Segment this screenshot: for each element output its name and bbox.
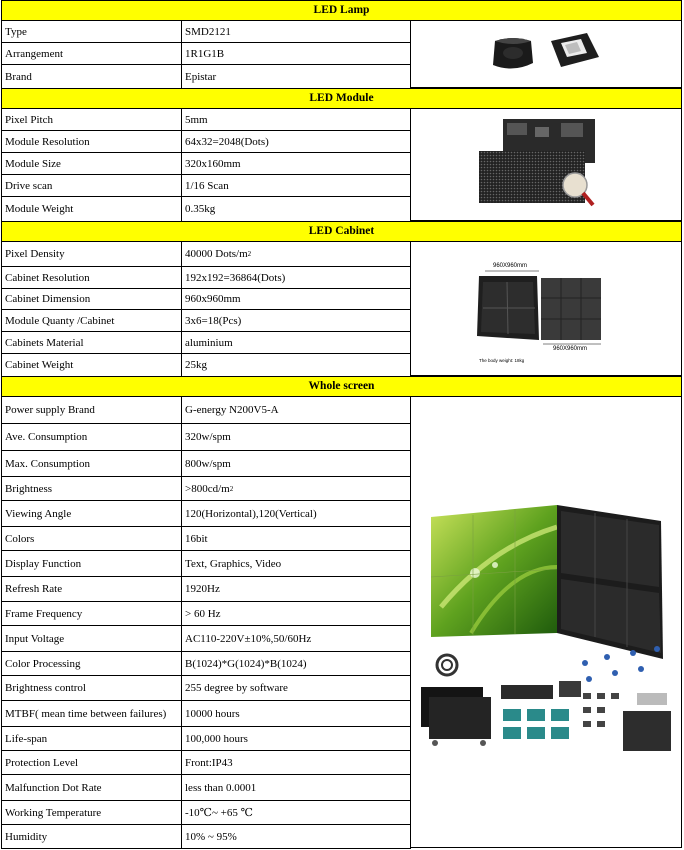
spec-value-working-temperature: [181, 800, 411, 825]
spec-value-text: B(1024)*G(1024)*B(1024): [185, 657, 307, 670]
cabinet-top-dimension: 960X960mm: [493, 263, 528, 269]
spec-value-brightness-control: [181, 675, 411, 701]
spec-label-module-weight: Module Weight: [1, 196, 182, 222]
spec-label-brand: Brand: [1, 64, 182, 89]
spec-value-brand: [181, 64, 411, 89]
spec-label-mtbf-mean-time-between-failures: MTBF( mean time between failures): [1, 700, 182, 727]
spec-value-life-span: [181, 726, 411, 751]
spec-value-arrangement: [181, 42, 411, 65]
spec-value-cabinet-weight: [181, 353, 411, 377]
spec-value-text: 800w/spm: [185, 457, 231, 470]
spec-value-text: -10℃~ +65 ℃: [185, 807, 253, 819]
spec-label-frame-frequency: Frame Frequency: [1, 601, 182, 626]
spec-label-cabinet-weight: Cabinet Weight: [1, 353, 182, 377]
spec-label-brightness: Brightness: [1, 476, 182, 501]
spec-label-arrangement: Arrangement: [1, 42, 182, 65]
cabinet-bottom-dimension: 960X960mm: [553, 346, 588, 352]
cabinet-weight-note: The body weight: 18kg: [479, 358, 525, 363]
spec-value-pixel-pitch: [181, 108, 411, 131]
section-title-led-cabinet: LED Cabinet: [1, 221, 682, 242]
spec-value-pixel-density: 40000 Dots/m 2: [181, 241, 411, 267]
spec-value-module-quanty-cabinet: [181, 309, 411, 332]
led-module-image: [410, 108, 682, 221]
spec-label-power-supply-brand: Power supply Brand: [1, 396, 182, 424]
spec-label-ave-consumption: Ave. Consumption: [1, 423, 182, 451]
spec-value-module-weight: [181, 196, 411, 222]
spec-value-ave-consumption: [181, 423, 411, 451]
spec-value-text: 100,000 hours: [185, 732, 248, 745]
spec-label-refresh-rate: Refresh Rate: [1, 576, 182, 602]
spec-value-text: 1R1G1B: [185, 47, 225, 60]
spec-label-cabinet-resolution: Cabinet Resolution: [1, 266, 182, 289]
section-title-led-lamp: LED Lamp: [1, 0, 682, 21]
spec-value-power-supply-brand: [181, 396, 411, 424]
spec-value-text: Text, Graphics, Video: [185, 557, 282, 570]
spec-label-module-size: Module Size: [1, 152, 182, 175]
spec-value-text: 320w/spm: [185, 431, 231, 443]
section-title-led-module: LED Module: [1, 88, 682, 109]
spec-value-text: G-energy N200V5-A: [185, 404, 279, 416]
spec-label-type: Type: [1, 20, 182, 43]
spec-value-text: 1/16 Scan: [185, 179, 229, 192]
spec-label-pixel-density: Pixel Density: [1, 241, 182, 267]
spec-value-text: 5mm: [185, 113, 208, 126]
spec-value-text: 3x6=18(Pcs): [185, 314, 242, 327]
spec-value-drive-scan: [181, 174, 411, 197]
led-lamp-image: [410, 20, 682, 88]
spec-value-text: 1920Hz: [185, 583, 220, 595]
spec-value-refresh-rate: [181, 576, 411, 602]
spec-label-brightness-control: Brightness control: [1, 675, 182, 701]
spec-value-colors: [181, 526, 411, 551]
spec-value-max-consumption: [181, 450, 411, 477]
spec-label-humidity: Humidity: [1, 824, 182, 849]
spec-label-color-processing: Color Processing: [1, 651, 182, 676]
spec-value-humidity: [181, 824, 411, 849]
spec-value-text: Epistar: [185, 70, 217, 83]
led-cabinet-image: [410, 241, 682, 376]
spec-value-text: aluminium: [185, 336, 233, 349]
spec-value-text: >800cd/m: [185, 482, 230, 495]
spec-value-cabinet-resolution: [181, 266, 411, 289]
spec-label-drive-scan: Drive scan: [1, 174, 182, 197]
spec-value-mtbf-mean-time-between-failures: [181, 700, 411, 727]
spec-label-cabinet-dimension: Cabinet Dimension: [1, 288, 182, 310]
spec-value-text: 40000 Dots/m: [185, 248, 248, 260]
spec-value-viewing-angle: [181, 500, 411, 527]
spec-label-viewing-angle: Viewing Angle: [1, 500, 182, 527]
section-title-whole-screen: Whole screen: [1, 376, 682, 397]
spec-label-input-voltage: Input Voltage: [1, 625, 182, 652]
spec-value-text: > 60 Hz: [185, 607, 221, 620]
spec-value-cabinet-dimension: [181, 288, 411, 310]
spec-value-module-size: [181, 152, 411, 175]
spec-value-text: 16bit: [185, 532, 208, 545]
spec-value-text: 120(Horizontal),120(Vertical): [185, 507, 317, 520]
spec-value-type: [181, 20, 411, 43]
spec-label-protection-level: Protection Level: [1, 750, 182, 775]
spec-value-cabinets-material: [181, 331, 411, 354]
spec-value-display-function: [181, 550, 411, 577]
spec-label-cabinets-material: Cabinets Material: [1, 331, 182, 354]
spec-value-text: 0.35kg: [185, 203, 216, 215]
spec-value-brightness: >800cd/m 2: [181, 476, 411, 501]
spec-value-text: 25kg: [185, 359, 207, 371]
spec-label-module-resolution: Module Resolution: [1, 130, 182, 153]
spec-label-life-span: Life-span: [1, 726, 182, 751]
spec-label-working-temperature: Working Temperature: [1, 800, 182, 825]
spec-label-malfunction-dot-rate: Malfunction Dot Rate: [1, 774, 182, 801]
spec-value-malfunction-dot-rate: [181, 774, 411, 801]
spec-value-protection-level: [181, 750, 411, 775]
spec-value-text: 960x960mm: [185, 293, 241, 305]
spec-value-text: 192x192=36864(Dots): [185, 271, 286, 284]
spec-value-text: 255 degree by software: [185, 682, 288, 694]
spec-value-text: AC110-220V±10%,50/60Hz: [185, 632, 312, 645]
spec-value-text: 10% ~ 95%: [185, 830, 237, 843]
spec-value-text: Front:IP43: [185, 756, 233, 769]
spec-label-module-quanty-cabinet: Module Quanty /Cabinet: [1, 309, 182, 332]
spec-value-module-resolution: [181, 130, 411, 153]
spec-label-colors: Colors: [1, 526, 182, 551]
spec-value-text: 320x160mm: [185, 157, 241, 170]
spec-label-max-consumption: Max. Consumption: [1, 450, 182, 477]
spec-label-pixel-pitch: Pixel Pitch: [1, 108, 182, 131]
spec-label-display-function: Display Function: [1, 550, 182, 577]
spec-value-text: 10000 hours: [185, 707, 240, 720]
spec-value-color-processing: [181, 651, 411, 676]
spec-value-text: SMD2121: [185, 25, 231, 38]
spec-value-text: less than 0.0001: [185, 781, 257, 794]
spec-value-input-voltage: [181, 625, 411, 652]
whole-screen-image: [410, 396, 682, 848]
spec-value-frame-frequency: [181, 601, 411, 626]
spec-value-text: 64x32=2048(Dots): [185, 135, 269, 148]
